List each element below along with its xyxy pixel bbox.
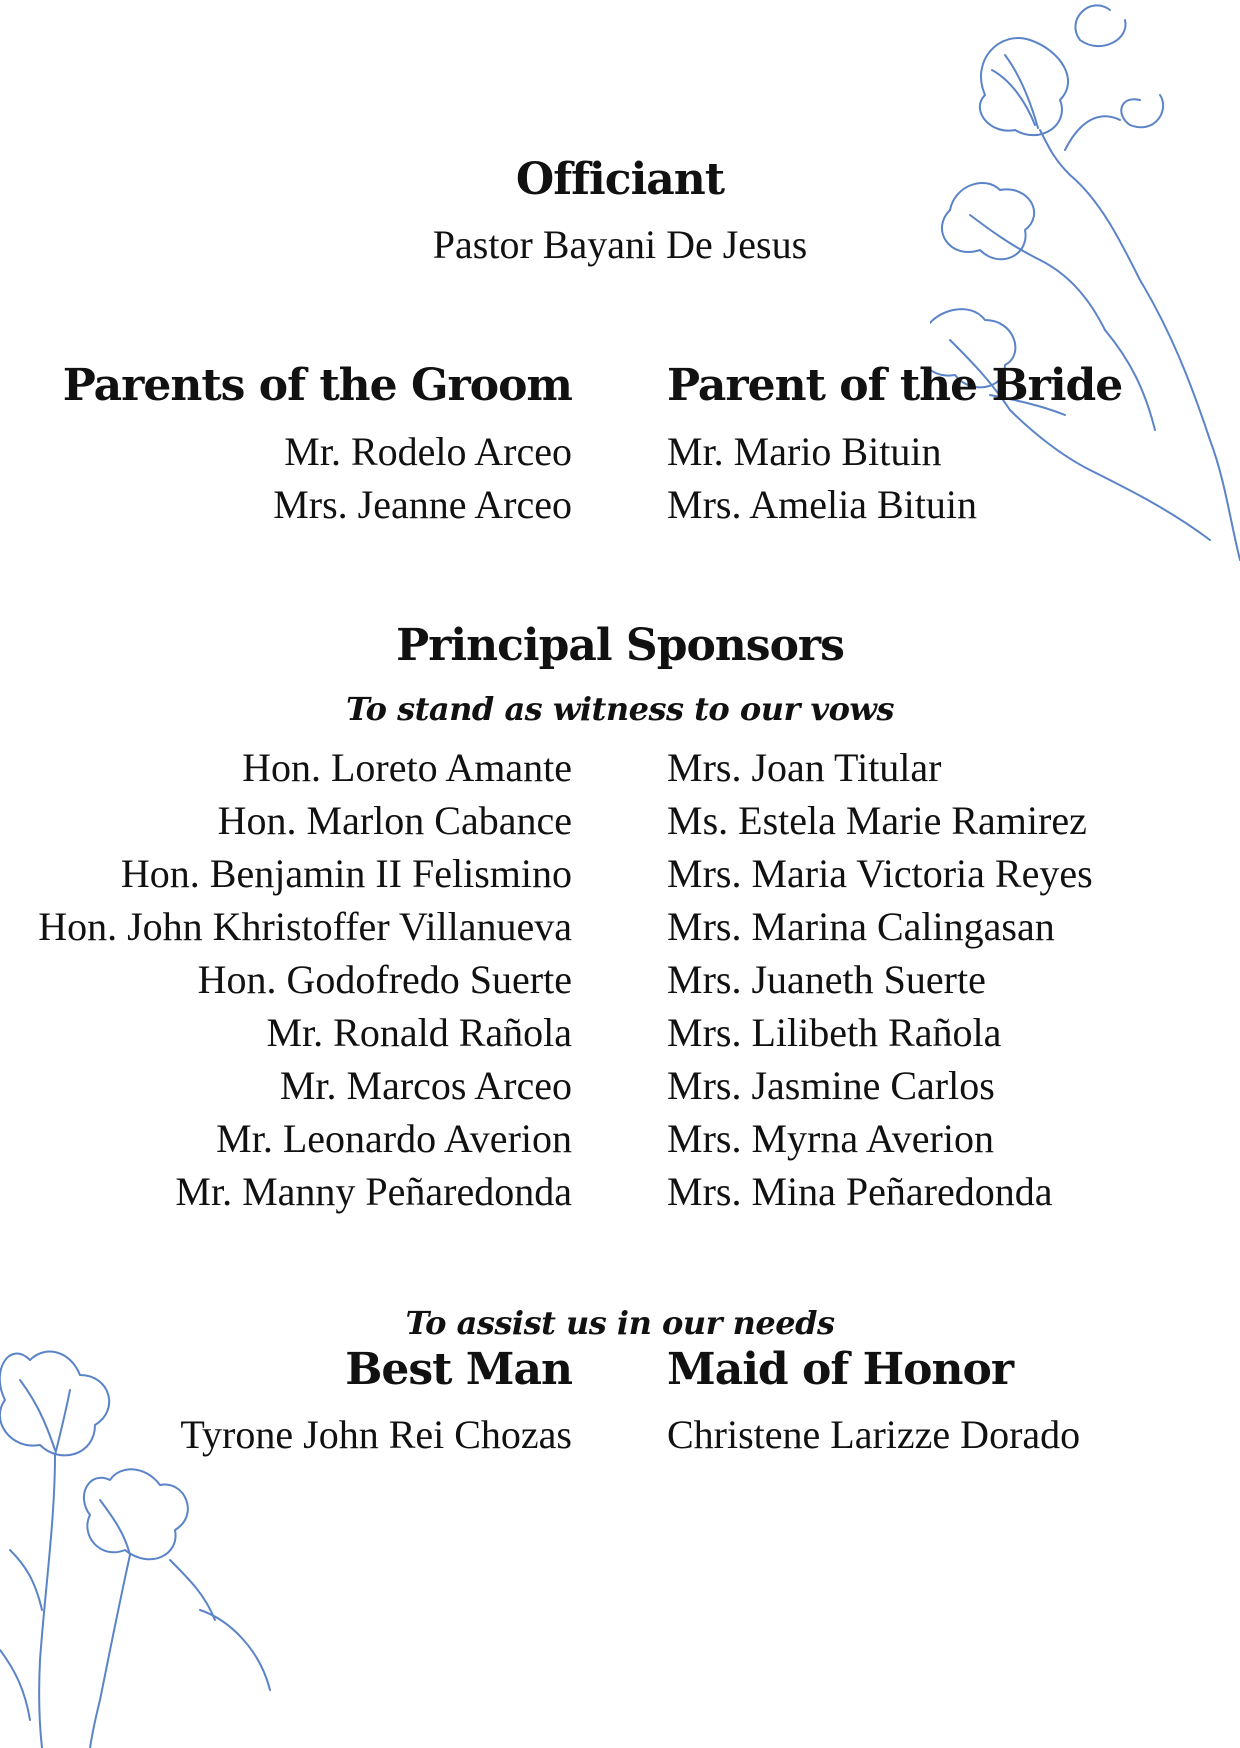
bride-parents-list <box>667 425 977 531</box>
list-item: Mr. Leonardo Averion <box>216 1116 572 1161</box>
list-item: Mr. Manny Peñaredonda <box>175 1169 572 1214</box>
list-item: Mr. Mario Bituin <box>667 429 942 474</box>
list-item: Hon. John Khristoffer Villanueva <box>38 904 572 949</box>
list-item: Mrs. Jeanne Arceo <box>273 482 572 527</box>
bride-parent-heading: Parent of the Bride <box>667 360 1123 411</box>
sponsors-left-list <box>38 741 572 1218</box>
entourage-subheading: To assist us in our needs <box>405 1304 835 1342</box>
sponsors-subheading: To stand as witness to our vows <box>346 690 894 728</box>
best-man-name: Tyrone John Rei Chozas <box>180 1412 572 1457</box>
list-item: Mrs. Maria Victoria Reyes <box>667 851 1093 896</box>
list-item: Mrs. Mina Peñaredonda <box>667 1169 1053 1214</box>
list-item: Hon. Godofredo Suerte <box>197 957 572 1002</box>
sponsors-right-list <box>667 741 1093 1218</box>
best-man-heading: Best Man <box>345 1344 572 1395</box>
list-item: Mrs. Lilibeth Rañola <box>667 1010 1002 1055</box>
list-item: Mr. Rodelo Arceo <box>284 429 572 474</box>
floral-bottom-left-icon <box>0 1320 290 1748</box>
groom-parents-list <box>273 425 572 531</box>
officiant-name: Pastor Bayani De Jesus <box>432 222 808 267</box>
list-item: Hon. Benjamin II Felismino <box>120 851 572 896</box>
list-item: Mrs. Marina Calingasan <box>667 904 1055 949</box>
list-item: Mr. Marcos Arceo <box>279 1063 572 1108</box>
list-item: Mr. Ronald Rañola <box>266 1010 572 1055</box>
list-item: Mrs. Juaneth Suerte <box>667 957 986 1002</box>
groom-parents-heading: Parents of the Groom <box>62 360 572 411</box>
sponsors-heading: Principal Sponsors <box>396 620 844 671</box>
list-item: Mrs. Amelia Bituin <box>667 482 977 527</box>
list-item: Hon. Marlon Cabance <box>217 798 572 843</box>
list-item: Hon. Loreto Amante <box>242 745 572 790</box>
list-item: Mrs. Myrna Averion <box>667 1116 994 1161</box>
list-item: Ms. Estela Marie Ramirez <box>667 798 1087 843</box>
maid-of-honor-heading: Maid of Honor <box>667 1344 1014 1395</box>
maid-of-honor-name: Christene Larizze Dorado <box>667 1412 1081 1457</box>
list-item: Mrs. Joan Titular <box>667 745 942 790</box>
officiant-heading: Officiant <box>515 154 725 205</box>
list-item: Mrs. Jasmine Carlos <box>667 1063 995 1108</box>
